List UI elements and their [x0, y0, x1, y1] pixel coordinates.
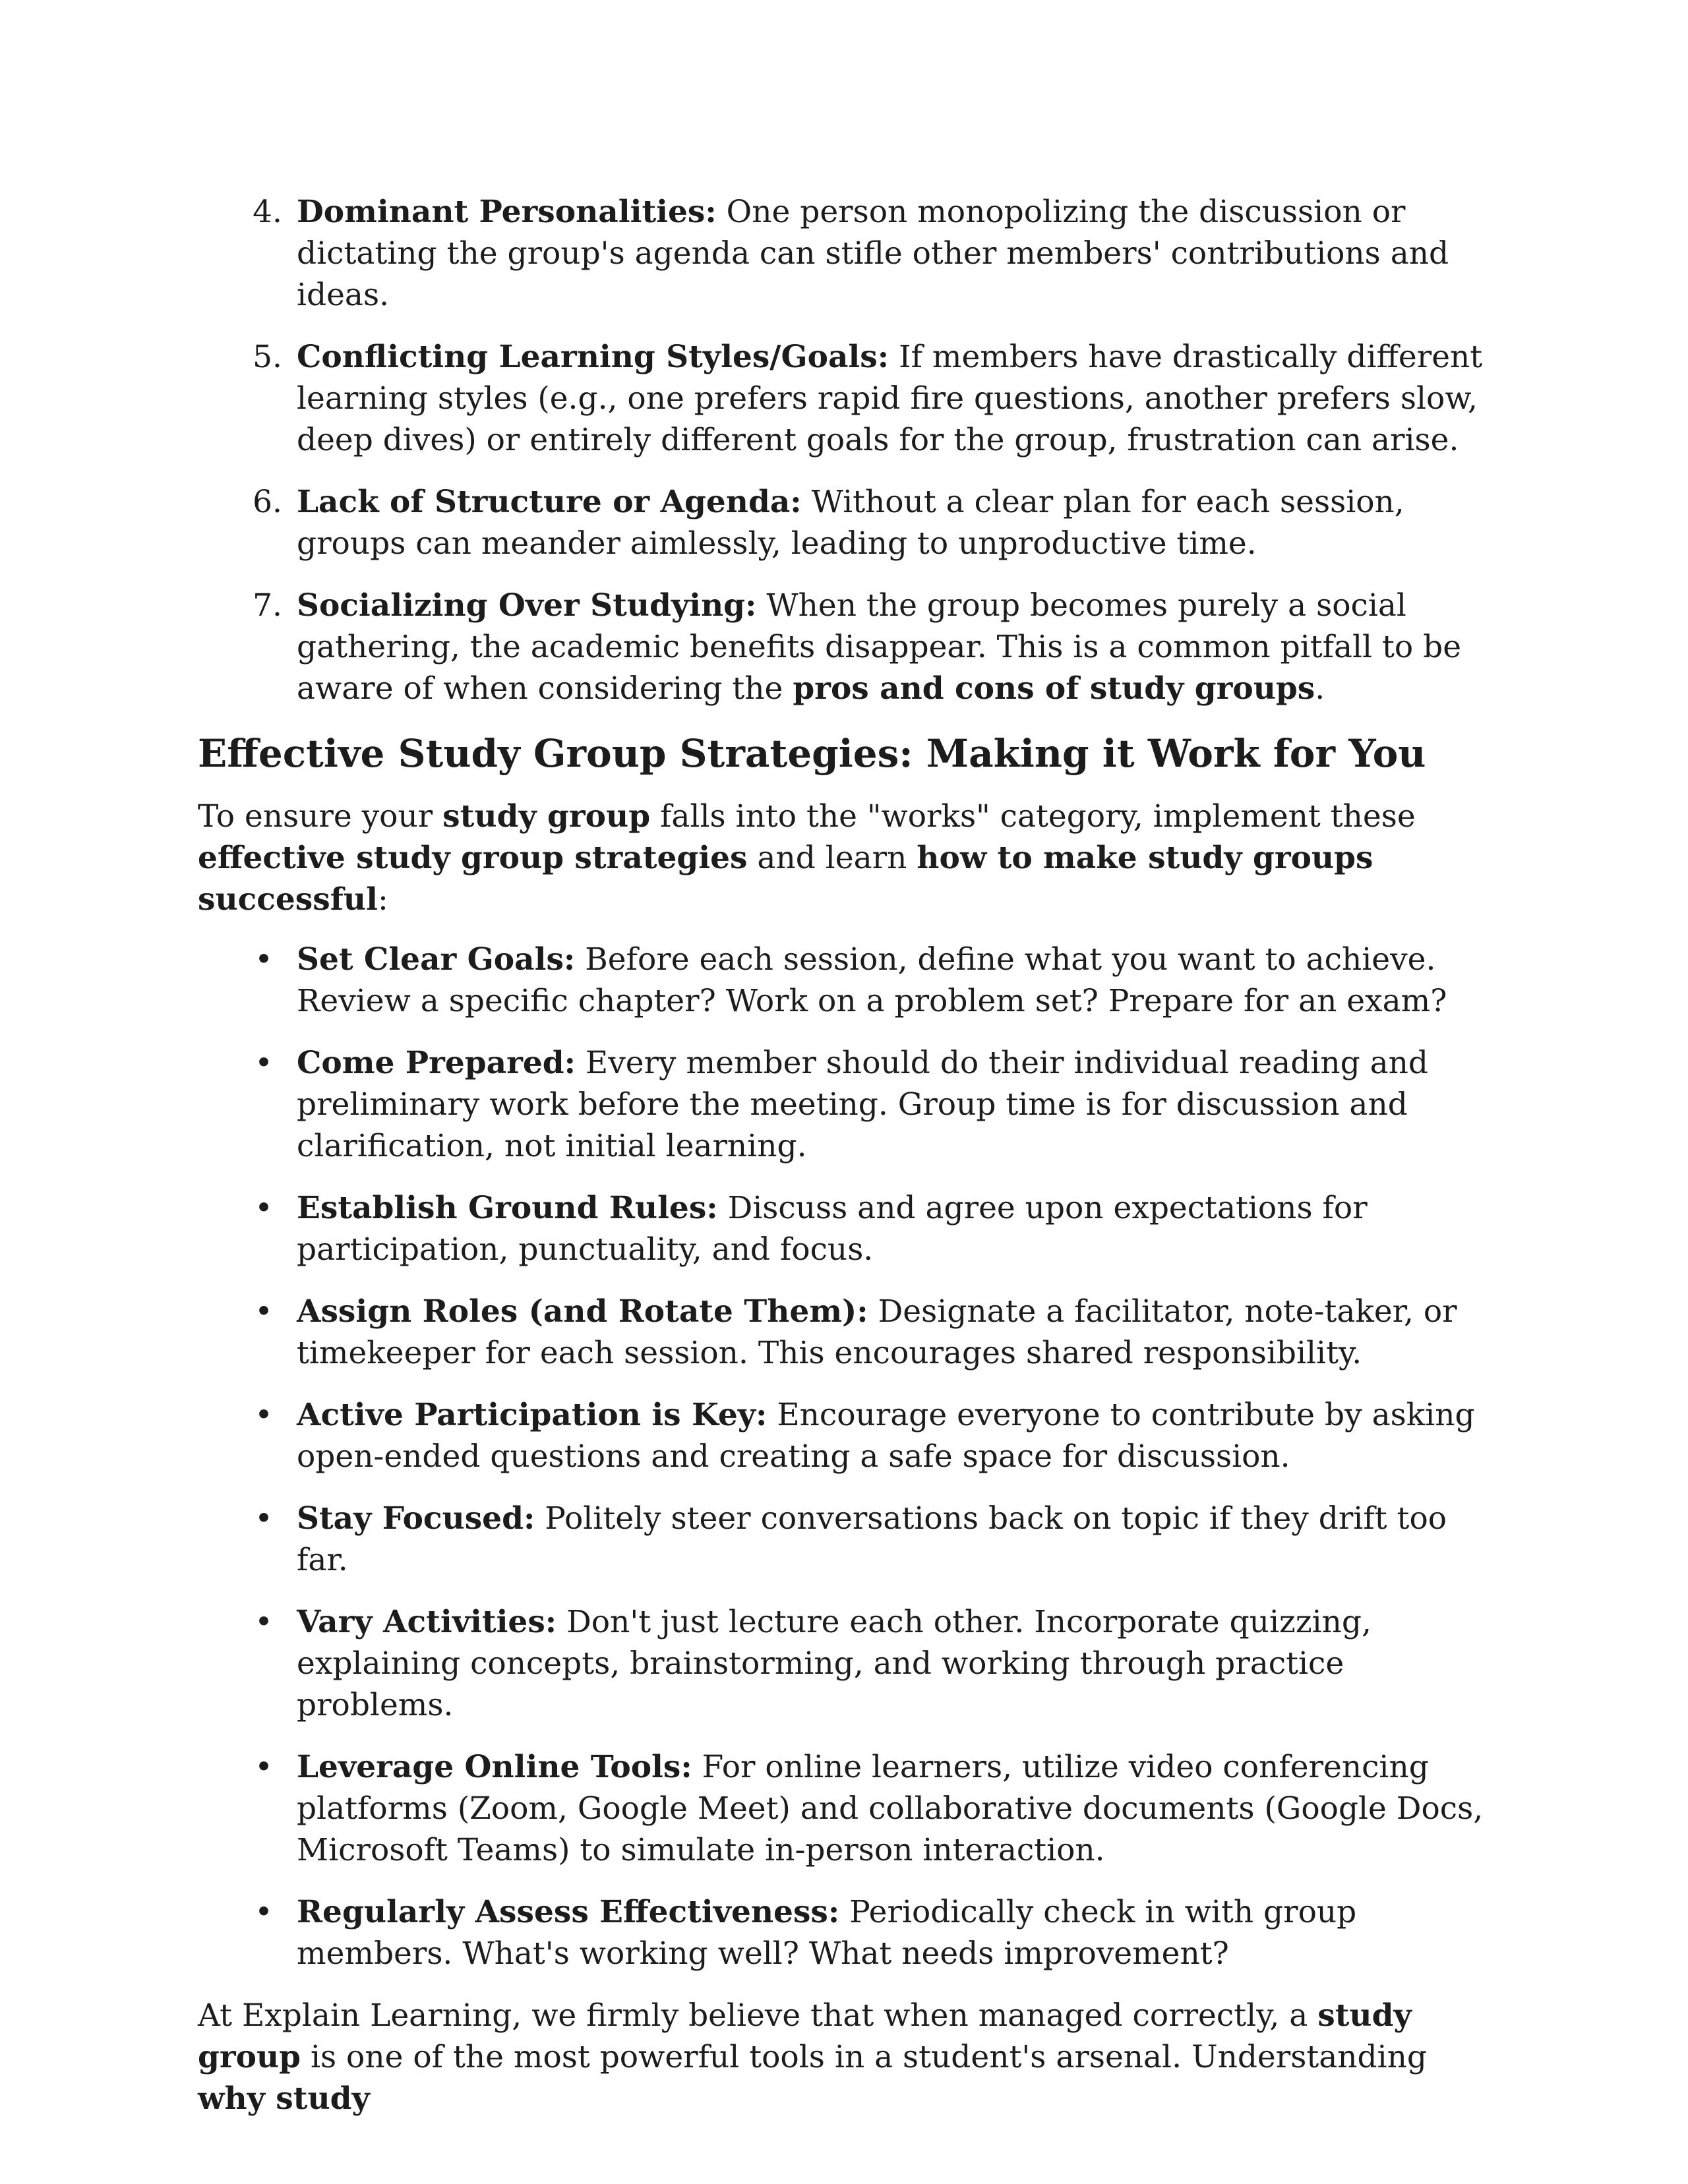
intro-text: falls into the "works" category, implement these: [650, 798, 1416, 835]
item-text: Before each session, define what you want to achieve. Review a specific chapter? Work on a problem set? Prepare for an exam?: [297, 941, 1447, 1019]
challenges-list: [198, 191, 1490, 709]
list-item: [198, 191, 1490, 316]
list-item: [198, 481, 1490, 564]
list-item: [198, 1394, 1490, 1477]
item-term: Socializing Over Studying:: [297, 587, 757, 624]
bullet-icon: •: [255, 1293, 273, 1330]
closing-text: is one of the most powerful tools in a student's arsenal. Understanding: [301, 2039, 1427, 2075]
item-bold-phrase: pros and cons of study groups: [793, 670, 1315, 707]
list-number: 5.: [253, 339, 282, 375]
item-term: Come Prepared:: [297, 1045, 576, 1081]
item-text: When the group becomes purely a social gathering, the academic benefits disappear. This is a common pitfall to be aware of when considering the: [297, 587, 1462, 707]
item-text: Every member should do their individual reading and preliminary work before the meeting. Group time is for discussion and clarification, not initial learning.: [297, 1045, 1428, 1164]
item-text: Periodically check in with group members. What's working well? What needs improvement?: [297, 1894, 1357, 1972]
item-text: If members have drastically different learning styles (e.g., one prefers rapid fire questions, another prefers slow, deep dives) or entirely different goals for the group, frustration can arise.: [297, 339, 1483, 458]
list-item: [198, 1601, 1490, 1726]
list-item: [198, 1746, 1490, 1871]
item-term: Regularly Assess Effectiveness:: [297, 1894, 840, 1930]
list-item: [198, 1498, 1490, 1581]
bullet-icon: •: [255, 1045, 273, 1081]
item-text: Without a clear plan for each session, groups can meander aimlessly, leading to unproductive time.: [297, 484, 1404, 562]
list-number: 7.: [253, 587, 282, 624]
item-text: Politely steer conversations back on topic if they drift too far.: [297, 1500, 1447, 1578]
bullet-icon: •: [255, 1500, 273, 1537]
item-text: Designate a facilitator, note-taker, or timekeeper for each session. This encourages shared responsibility.: [297, 1293, 1457, 1371]
bullet-icon: •: [255, 941, 273, 978]
item-term: Stay Focused:: [297, 1500, 535, 1537]
item-term: Set Clear Goals:: [297, 941, 576, 978]
bullet-icon: •: [255, 1604, 273, 1640]
intro-text: and learn: [747, 840, 917, 876]
list-number: 6.: [253, 484, 282, 520]
strategies-list: [198, 939, 1490, 1974]
item-term: Active Participation is Key:: [297, 1397, 768, 1433]
item-text: Encourage everyone to contribute by asking open-ended questions and creating a safe space for discussion.: [297, 1397, 1475, 1475]
list-item: [198, 1187, 1490, 1270]
closing-bold: study group: [198, 1997, 1412, 2075]
intro-text: :: [377, 881, 388, 918]
bullet-icon: •: [255, 1190, 273, 1226]
list-item: [198, 1891, 1490, 1974]
intro-text: To ensure your: [198, 798, 443, 835]
list-item: [198, 1291, 1490, 1374]
item-term: Assign Roles (and Rotate Them):: [297, 1293, 868, 1330]
item-text: Discuss and agree upon expectations for participation, punctuality, and focus.: [297, 1190, 1368, 1268]
page-content: [198, 191, 1490, 2138]
bullet-icon: •: [255, 1894, 273, 1930]
item-term: Dominant Personalities:: [297, 194, 717, 230]
intro-bold: how to make study groups successful: [198, 840, 1373, 918]
closing-text: At Explain Learning, we firmly believe that when managed correctly, a: [198, 1997, 1318, 2034]
bullet-icon: •: [255, 1749, 273, 1785]
item-term: Establish Ground Rules:: [297, 1190, 718, 1226]
list-number: 4.: [253, 194, 282, 230]
list-item: [198, 585, 1490, 709]
item-term: Leverage Online Tools:: [297, 1749, 692, 1785]
bullet-icon: •: [255, 1397, 273, 1433]
section-heading: Effective Study Group Strategies: Making it Work for You: [198, 731, 1426, 776]
intro-bold: effective study group strategies: [198, 840, 748, 876]
list-item: [198, 1042, 1490, 1167]
item-text: One person monopolizing the discussion or dictating the group's agenda can stifle other members' contributions and ideas.: [297, 194, 1449, 313]
item-text: Don't just lecture each other. Incorporate quizzing, explaining concepts, brainstorming, and working through practice problems.: [297, 1604, 1372, 1723]
item-term: Lack of Structure or Agenda:: [297, 484, 802, 520]
item-text: For online learners, utilize video conferencing platforms (Zoom, Google Meet) and collaborative documents (Google Docs, Microsoft Teams) to simulate in-person interaction.: [297, 1749, 1484, 1868]
intro-paragraph: [198, 796, 1490, 920]
list-item: [198, 336, 1490, 461]
closing-bold: why study: [198, 2081, 370, 2117]
list-item: [198, 939, 1490, 1022]
intro-bold: study group: [442, 798, 651, 835]
item-term: Conflicting Learning Styles/Goals:: [297, 339, 889, 375]
item-term: Vary Activities:: [297, 1604, 557, 1640]
closing-paragraph: [198, 1995, 1490, 2119]
item-text-end: .: [1315, 670, 1325, 707]
